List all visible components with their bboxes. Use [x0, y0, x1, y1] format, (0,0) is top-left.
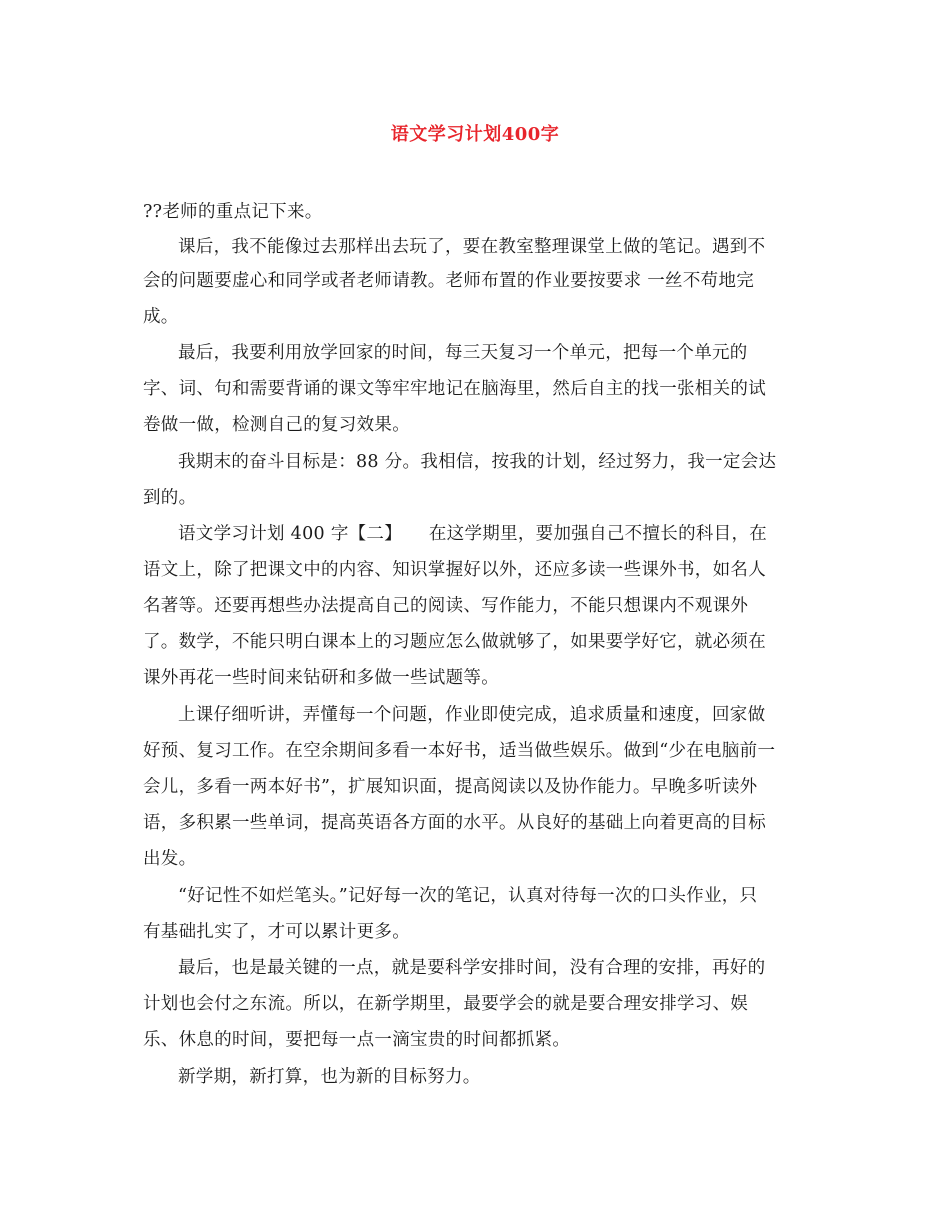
text-line: 到的。 [143, 488, 197, 508]
text-line: 卷做一做，检测自己的复习效果。 [143, 415, 410, 435]
text-line: 课后，我不能像过去那样出去玩了，要在教室整理课堂上做的笔记。遇到不 [178, 237, 766, 257]
text-line: 了。数学，不能只明白课本上的习题应怎么做就够了，如果要学好它，就必须在 [143, 632, 766, 652]
text-line: 语，多积累一些单词，提高英语各方面的水平。从良好的基础上向着更高的目标 [143, 813, 766, 833]
text-line: 会儿，多看一两本好书”，扩展知识面，提高阅读以及协作能力。早晚多听读外 [143, 777, 758, 797]
text-line: 会的问题要虚心和同学或者老师请教。老师布置的作业要按要求 一丝不苟地完 [143, 271, 755, 291]
text-line: 上课仔细听讲，弄懂每一个问题，作业即使完成，追求质量和速度，回家做 [178, 705, 766, 725]
text-line: “好记性不如烂笔头。”记好每一次的笔记，认真对待每一次的口头作业，只 [178, 886, 758, 906]
text-line: 字、词、句和需要背诵的课文等牢牢地记在脑海里，然后自主的找一张相关的试 [143, 379, 766, 399]
document-title: 语文学习计划400字 [390, 124, 560, 145]
text-line: 乐、休息的时间，要把每一点一滴宝贵的时间都抓紧。 [143, 1030, 571, 1050]
text-line: 计划也会付之东流。所以，在新学期里，最要学会的就是要合理安排学习、娱 [143, 994, 749, 1014]
text-line: 课外再花一些时间来钻研和多做一些试题等。 [143, 668, 499, 688]
text-line: ??老师的重点记下来。 [143, 202, 323, 222]
text-line: 语文学习计划 400 字【二】 在这学期里，要加强自己不擅长的科目，在 [178, 524, 768, 544]
text-line: 我期末的奋斗目标是：88 分。我相信，按我的计划，经过努力，我一定会达 [178, 452, 777, 472]
text-line: 出发。 [143, 849, 197, 869]
text-line: 最后，我要利用放学回家的时间，每三天复习一个单元，把每一个单元的 [178, 343, 748, 363]
text-line: 语文上，除了把课文中的内容、知识掌握好以外，还应多读一些课外书，如名人 [143, 560, 766, 580]
text-line: 有基础扎实了，才可以累计更多。 [143, 922, 410, 942]
text-line: 新学期，新打算，也为新的目标努力。 [178, 1067, 481, 1087]
text-line: 成。 [143, 307, 179, 327]
text-line: 好预、复习工作。在空余期间多看一本好书，适当做些娱乐。做到“少在电脑前一 [143, 741, 776, 761]
text-line: 最后，也是最关键的一点，就是要科学安排时间，没有合理的安排，再好的 [178, 958, 766, 978]
text-line: 名著等。还要再想些办法提高自己的阅读、写作能力，不能只想课内不观课外 [143, 596, 749, 616]
